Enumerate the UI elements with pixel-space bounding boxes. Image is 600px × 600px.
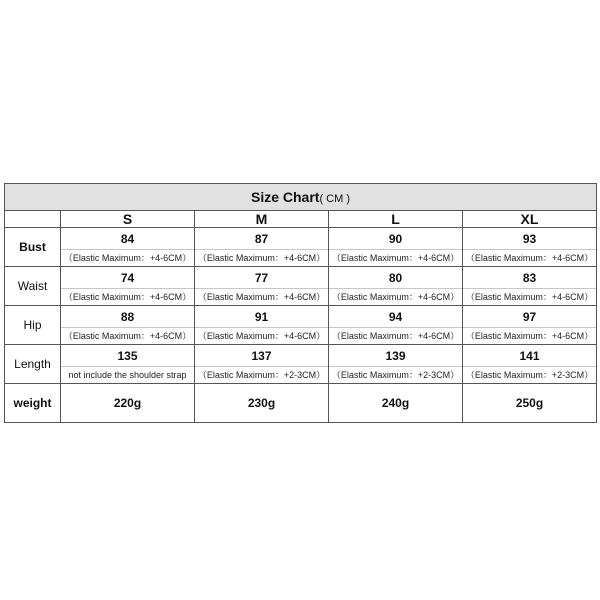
size-header-row [5, 211, 597, 228]
hip-cell-l [329, 306, 463, 345]
length-cell-s [61, 345, 195, 384]
waist-cell-xl [463, 267, 597, 306]
weight-value-xl: 250g [463, 384, 597, 423]
length-value: 137 [195, 346, 328, 367]
hip-value: 91 [195, 307, 328, 328]
row-label-waist: Waist [5, 267, 61, 306]
length-row [5, 345, 597, 384]
length-note: （Elastic Maximum：+2-3CM） [331, 369, 460, 380]
weight-row [5, 384, 597, 423]
hip-note: （Elastic Maximum：+4-6CM） [331, 330, 460, 341]
row-label-bust: Bust [5, 228, 61, 267]
bust-cell-xl [463, 228, 597, 267]
title-row [5, 184, 597, 211]
size-header-xl: XL [463, 211, 597, 228]
hip-cell-s [61, 306, 195, 345]
waist-cell-m [195, 267, 329, 306]
waist-value: 83 [463, 268, 596, 289]
waist-row [5, 267, 597, 306]
bust-note: （Elastic Maximum：+4-6CM） [63, 252, 192, 263]
row-label-hip: Hip [5, 306, 61, 345]
size-chart-table [4, 183, 597, 423]
bust-cell-m [195, 228, 329, 267]
waist-note: （Elastic Maximum：+4-6CM） [331, 291, 460, 302]
chart-title-text: Size Chart [250, 189, 320, 205]
chart-title [5, 184, 597, 211]
waist-value: 77 [195, 268, 328, 289]
chart-unit: ( CM ) [319, 193, 350, 205]
bust-value: 84 [61, 229, 194, 250]
bust-value: 87 [195, 229, 328, 250]
hip-note: （Elastic Maximum：+4-6CM） [197, 330, 326, 341]
hip-value: 97 [463, 307, 596, 328]
waist-cell-s [61, 267, 195, 306]
hip-value: 94 [329, 307, 462, 328]
hip-note: （Elastic Maximum：+4-6CM） [465, 330, 594, 341]
bust-row [5, 228, 597, 267]
waist-note: （Elastic Maximum：+4-6CM） [63, 291, 192, 302]
hip-cell-xl [463, 306, 597, 345]
row-label-length: Length [5, 345, 61, 384]
length-cell-l [329, 345, 463, 384]
weight-value-s: 220g [61, 384, 195, 423]
bust-value: 90 [329, 229, 462, 250]
size-header-s: S [61, 211, 195, 228]
length-note: （Elastic Maximum：+2-3CM） [465, 369, 594, 380]
length-value: 139 [329, 346, 462, 367]
hip-note: （Elastic Maximum：+4-6CM） [63, 330, 192, 341]
size-header-m: M [195, 211, 329, 228]
hip-value: 88 [61, 307, 194, 328]
hip-cell-m [195, 306, 329, 345]
bust-note: （Elastic Maximum：+4-6CM） [465, 252, 594, 263]
weight-value-l: 240g [329, 384, 463, 423]
length-note: not include the shoulder strap [68, 369, 187, 380]
length-note: （Elastic Maximum：+2-3CM） [197, 369, 326, 380]
waist-cell-l [329, 267, 463, 306]
length-value: 141 [463, 346, 596, 367]
bust-cell-s [61, 228, 195, 267]
row-label-weight: weight [5, 384, 61, 423]
waist-value: 74 [61, 268, 194, 289]
hip-row [5, 306, 597, 345]
header-corner-cell [5, 211, 61, 228]
weight-value-m: 230g [195, 384, 329, 423]
bust-cell-l [329, 228, 463, 267]
waist-note: （Elastic Maximum：+4-6CM） [465, 291, 594, 302]
length-cell-m [195, 345, 329, 384]
bust-note: （Elastic Maximum：+4-6CM） [197, 252, 326, 263]
bust-note: （Elastic Maximum：+4-6CM） [331, 252, 460, 263]
length-value: 135 [61, 346, 194, 367]
length-cell-xl [463, 345, 597, 384]
bust-value: 93 [463, 229, 596, 250]
waist-note: （Elastic Maximum：+4-6CM） [197, 291, 326, 302]
size-header-l: L [329, 211, 463, 228]
waist-value: 80 [329, 268, 462, 289]
